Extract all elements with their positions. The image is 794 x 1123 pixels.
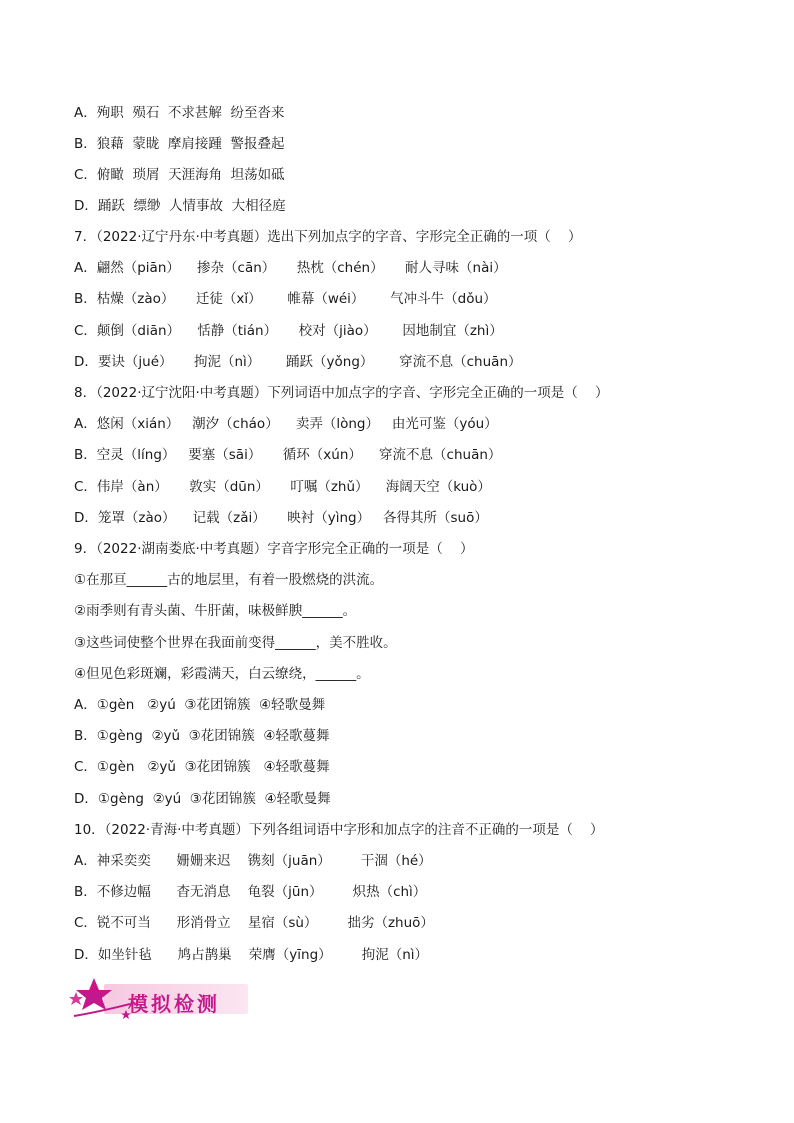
option-line: B．不修边幅 杳无消息 龟裂（jūn） 炽热（chì）: [74, 884, 427, 900]
option-line: C．颠倒（diān） 恬静（tián） 校对（jiào） 因地制宜（zhì）: [74, 323, 503, 339]
option-line: D．①gèng ②yú ③花团锦簇 ④轻歌曼舞: [74, 791, 331, 807]
option-line: B．空灵（líng） 要塞（sāi） 循环（xún） 穿流不息（chuān）: [74, 447, 502, 463]
question-heading: 7．（2022·辽宁丹东·中考真题）选出下列加点字的字音、字形完全正确的一项（ ）: [74, 229, 582, 245]
sentence-line: ④但见色彩斑斓，彩霞满天，白云缭绕，______。: [74, 666, 370, 682]
option-line: C．伟岸（àn） 敦实（dūn） 叮嘱（zhǔ） 海阔天空（kuò）: [74, 479, 491, 495]
option-line: A．悠闲（xián） 潮汐（cháo） 卖弄（lòng） 由光可鉴（yóu）: [74, 416, 498, 432]
option-line: C．锐不可当 形消骨立 星宿（sù） 拙劣（zhuō）: [74, 915, 434, 931]
option-line: A．殉职 殒石 不求甚解 纷至沓来: [74, 105, 285, 121]
banner-title: 模拟检测: [128, 992, 220, 1016]
option-line: D．笼罩（zào） 记载（zǎi） 映衬（yìng） 各得其所（suō）: [74, 510, 488, 526]
option-line: A．神采奕奕 姗姗来迟 镌刻（juān） 干涸（hé）: [74, 853, 432, 869]
option-line: D．要诀（jué） 拘泥（nì） 踊跃（yǒng） 穿流不息（chuān）: [74, 354, 522, 370]
question-heading: 10．（2022·青海·中考真题）下列各组词语中字形和加点字的注音不正确的一项是（ ）: [74, 822, 604, 838]
sentence-line: ②雨季则有青头菌、牛肝菌，味极鲜腴______。: [74, 603, 357, 619]
option-line: C．俯瞰 琐屑 天涯海角 坦荡如砥: [74, 167, 285, 183]
sentence-line: ①在那亘______古的地层里，有着一股燃烧的洪流。: [74, 572, 384, 588]
sentence-line: ③这些词使整个世界在我面前变得______，美不胜收。: [74, 635, 397, 651]
option-line: B．狼藉 蒙眬 摩肩接踵 警报叠起: [74, 136, 285, 152]
option-line: C．①gèn ②yǔ ③花团锦簇 ④轻歌蔓舞: [74, 759, 330, 775]
option-line: B．枯燥（zào） 迁徒（xǐ） 帷幕（wéi） 气冲斗牛（dǒu）: [74, 291, 497, 307]
section-banner: [68, 976, 250, 1020]
option-line: D．踊跃 缥缈 人情事故 大相径庭: [74, 198, 286, 214]
option-line: B．①gèng ②yǔ ③花团锦簇 ④轻歌蔓舞: [74, 728, 330, 744]
option-line: D．如坐针毡 鸠占鹊巢 荣膺（yīng） 拘泥（nì）: [74, 947, 429, 963]
option-line: A．①gèn ②yú ③花团锦簇 ④轻歌曼舞: [74, 697, 326, 713]
question-heading: 9．（2022·湖南娄底·中考真题）字音字形完全正确的一项是（ ）: [74, 541, 474, 557]
option-line: A．翩然（piān） 掺杂（cān） 热枕（chén） 耐人寻味（nài）: [74, 260, 507, 276]
question-heading: 8．（2022·辽宁沈阳·中考真题）下列词语中加点字的字音、字形完全正确的一项是（ ）: [74, 385, 609, 401]
